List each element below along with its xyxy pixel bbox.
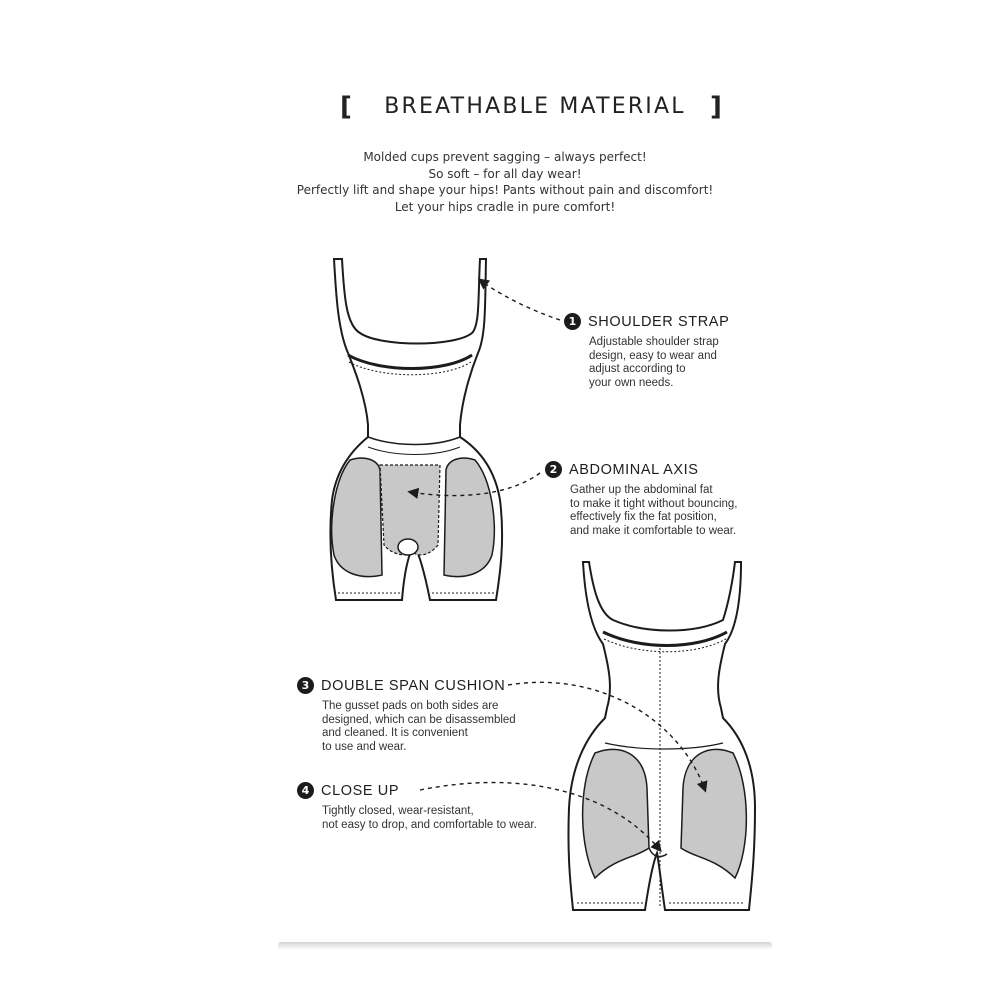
- title-text: BREATHABLE MATERIAL: [384, 94, 686, 119]
- desc-line: to make it tight without bouncing,: [570, 497, 738, 510]
- desc-line: The gusset pads on both sides are: [322, 700, 499, 712]
- feature-abdominal-axis: [545, 461, 738, 538]
- desc-line: effectively fix the fat position,: [570, 511, 717, 523]
- number-badge: 3: [297, 677, 314, 694]
- desc-line: Gather up the abdominal fat: [570, 484, 713, 496]
- intro-line: Molded cups prevent sagging – always perfect!: [363, 150, 647, 164]
- feature-shoulder-strap: [564, 313, 729, 390]
- desc-line: designed, which can be disassembled: [322, 713, 516, 726]
- arrow-double-span-cushion: [508, 682, 705, 790]
- desc-line: your own needs.: [589, 376, 674, 389]
- desc-line: design, easy to wear and: [589, 349, 717, 362]
- desc-line: to use and wear.: [322, 740, 407, 753]
- desc-line: adjust according to: [589, 363, 686, 375]
- number-badge: 2: [545, 461, 562, 478]
- feature-title: DOUBLE SPAN CUSHION: [321, 677, 506, 694]
- arrow-abdominal-axis: [410, 473, 540, 496]
- feature-description: [589, 336, 729, 390]
- intro-line: So soft – for all day wear!: [428, 166, 582, 181]
- desc-line: Adjustable shoulder strap: [589, 336, 719, 348]
- number-badge: 4: [297, 782, 314, 799]
- desc-line: Tightly closed, wear-resistant,: [322, 805, 474, 817]
- title-bracket-right: ]: [710, 92, 722, 122]
- title-bracket-left: [: [340, 92, 352, 122]
- number-badge: 1: [564, 313, 581, 330]
- feature-title: ABDOMINAL AXIS: [569, 461, 699, 478]
- intro-line: Let your hips cradle in pure comfort!: [394, 199, 616, 214]
- desc-line: and make it comfortable to wear.: [570, 524, 737, 537]
- feature-close-up: [297, 782, 537, 832]
- bottom-divider: [278, 942, 772, 950]
- feature-description: [322, 700, 516, 754]
- feature-title: CLOSE UP: [321, 782, 400, 799]
- intro-line: Perfectly lift and shape your hips! Pants without pain and discomfort!: [296, 183, 714, 197]
- feature-description: [570, 484, 738, 538]
- feature-double-span-cushion: [297, 677, 516, 754]
- feature-description: [322, 805, 537, 832]
- desc-line: and cleaned. It is convenient: [322, 727, 468, 739]
- feature-title: SHOULDER STRAP: [588, 313, 730, 330]
- arrow-shoulder-strap: [480, 280, 560, 320]
- desc-line: not easy to drop, and comfortable to wear.: [322, 818, 537, 831]
